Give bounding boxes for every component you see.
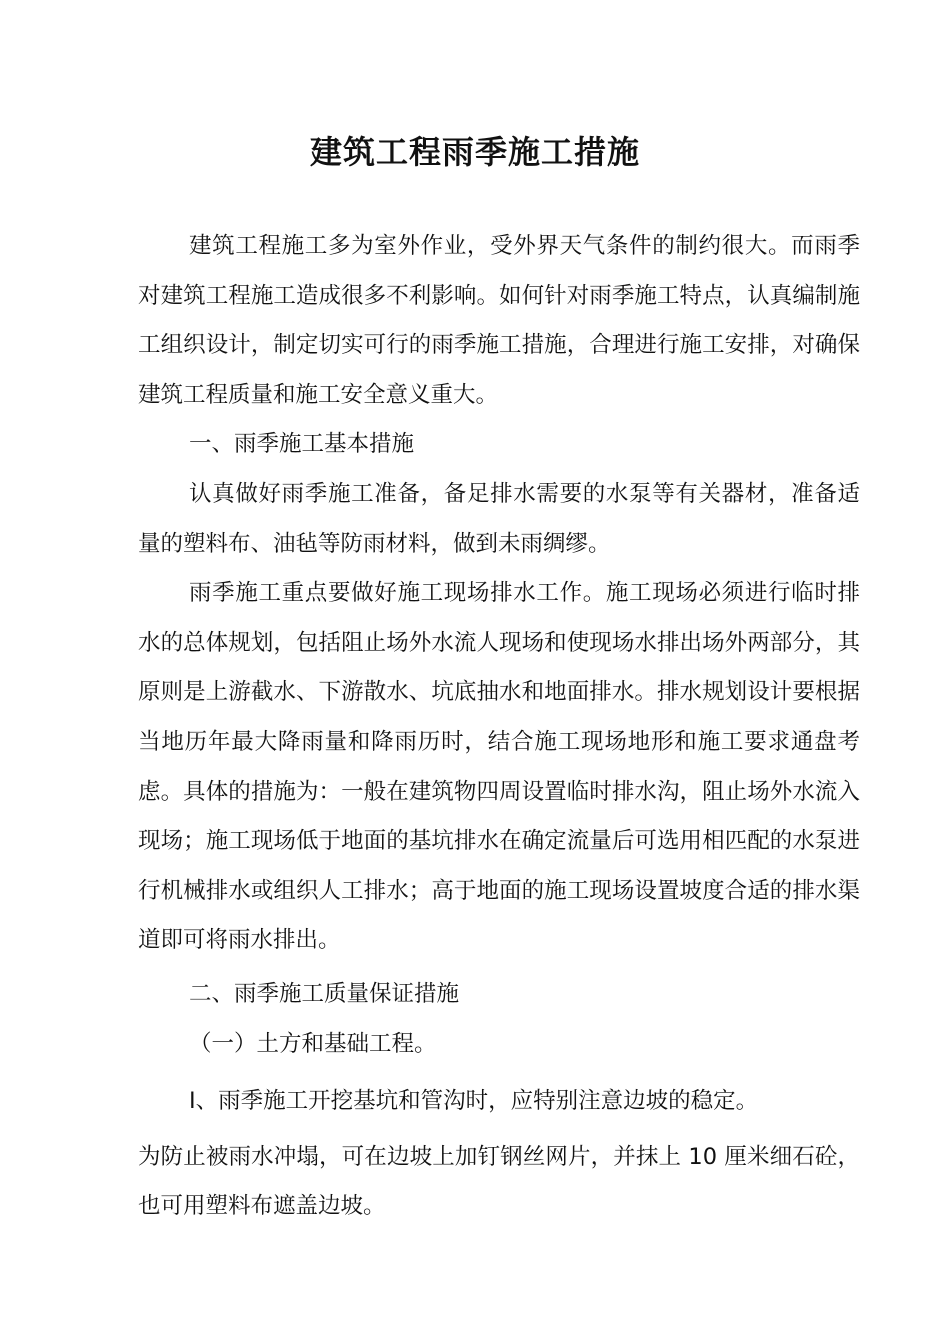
list-item: I、雨季施工开挖基坑和管沟时，应特别注意边坡的稳定。 [189,1088,759,1115]
body-paragraph: 为防止被雨水冲塌，可在边坡上加钉钢丝网片，并抹上 10 厘米细石砼，也可用塑料布遮盖边坡。 [138,1143,860,1220]
document-title: 建筑工程雨季施工措施 [309,133,640,171]
section-heading-2: 二、雨季施工质量保证措施 [189,980,460,1007]
subsection-heading: （一）土方和基础工程。 [189,1030,437,1057]
body-paragraph: 认真做好雨季施工准备，备足排水需要的水泵等有关器材，准备适量的塑料布、油毡等防雨材料，做到未雨绸缪。 [138,480,860,557]
section-heading-1: 一、雨季施工基本措施 [189,431,415,458]
intro-paragraph: 建筑工程施工多为室外作业，受外界天气条件的制约很大。而雨季对建筑工程施工造成很多不利影响。如何针对雨季施工特点，认真编制施工组织设计，制定切实可行的雨季施工措施，合理进行施工安排，对确保建筑工程质量和施工安全意义重大。 [138,233,860,408]
document-body [138,222,860,1232]
body-paragraph: 雨季施工重点要做好施工现场排水工作。施工现场必须进行临时排水的总体规划，包括阻止场外水流人现场和使现场水排出场外两部分，其原则是上游截水、下游散水、坑底抽水和地面排水。排水规划设计要根据当地历年最大降雨量和降雨历时，结合施工现场地形和施工要求通盘考虑。具体的措施为：一般在建筑物四周设置临时排水沟，阻止场外水流入现场；施工现场低于地面的基坑排水在确定流量后可选用相匹配的水泵进行机械排水或组织人工排水；高于地面的施工现场设置坡度合适的排水渠道即可将雨水排出。 [138,580,860,954]
